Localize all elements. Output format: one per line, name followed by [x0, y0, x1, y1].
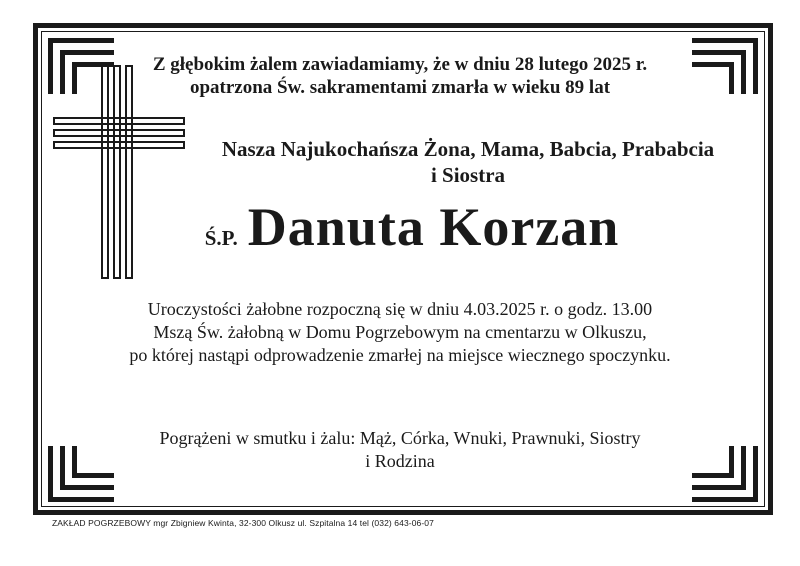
deceased-name-block	[12, 196, 800, 258]
mourners-line-2: i Rodzina	[365, 451, 435, 471]
deceased-name: Danuta Korzan	[247, 197, 620, 257]
ceremony-line-2: Mszą Św. żałobną w Domu Pogrzebowym na cmentarzu w Olkuszu,	[153, 322, 647, 342]
ceremony-line-3: po której nastąpi odprowadzenie zmarłej na miejsce wiecznego spoczynku.	[129, 345, 671, 365]
deceased-prefix: Ś.P.	[204, 226, 238, 250]
funeral-home-footer: ZAKŁAD POGRZEBOWY mgr Zbigniew Kwinta, 32-300 Olkusz ul. Szpitalna 14 tel (032) 643-06-07	[52, 518, 434, 528]
relation-line-1: Nasza Najukochańsza Żona, Mama, Babcia, Prababcia	[221, 137, 715, 161]
ceremony-line-1: Uroczystości żałobne rozpoczną się w dniu 4.03.2025 r. o godz. 13.00	[147, 299, 653, 319]
intro-line-1: Z głębokim żalem zawiadamiamy, że w dniu 28 lutego 2025 r.	[152, 54, 648, 75]
intro-line-2: opatrzona Św. sakramentami zmarła w wieku 89 lat	[189, 77, 611, 98]
relation-line-2: i Siostra	[430, 163, 506, 187]
mourners-line-1: Pogrążeni w smutku i żalu: Mąż, Córka, Wnuki, Prawnuki, Siostry	[159, 428, 641, 448]
